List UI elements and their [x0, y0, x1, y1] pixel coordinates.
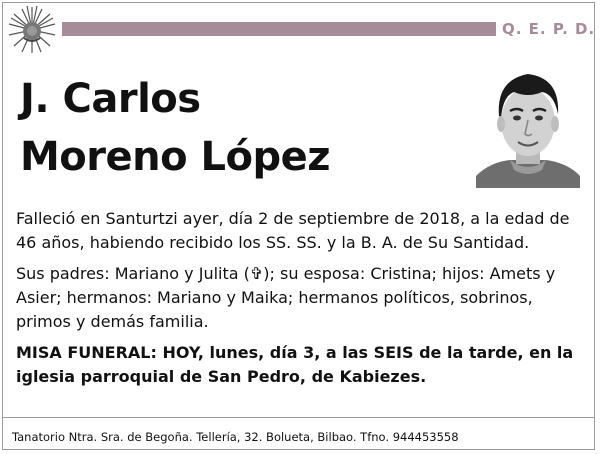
obituary-body: [16, 207, 578, 396]
death-notice-paragraph: Falleció en Santurtzi ayer, día 2 de septiembre de 2018, a la edad de 46 años, habiendo recibido los SS. SS. y la B. A. de Su Santidad.: [16, 209, 570, 252]
name-line-2: Moreno López: [20, 134, 331, 180]
funeral-paragraph: MISA FUNERAL: HOY, lunes, día 3, a las SEIS de la tarde, en la iglesia parroquial de San Pedro, de Kabiezes.: [16, 343, 574, 386]
thistle-emblem-icon: [6, 4, 58, 56]
funeral-home-info: Tanatorio Ntra. Sra. de Begoña. Tellería, 32. Bolueta, Bilbao. Tfno. 944453558: [12, 430, 459, 444]
portrait-photo: [476, 64, 580, 188]
header-bar: [62, 22, 496, 36]
name-line-1: J. Carlos: [20, 76, 201, 122]
family-paragraph: Sus padres: Mariano y Julita (✞); su esposa: Cristina; hijos: Amets y Asier; hermanos: Mariano y Maika; hermanos políticos, sobrinos, primos y demás familia.: [16, 264, 556, 331]
qepd-label: Q. E. P. D.: [502, 20, 596, 38]
footer-divider: [2, 417, 595, 418]
deceased-name: [20, 70, 330, 186]
